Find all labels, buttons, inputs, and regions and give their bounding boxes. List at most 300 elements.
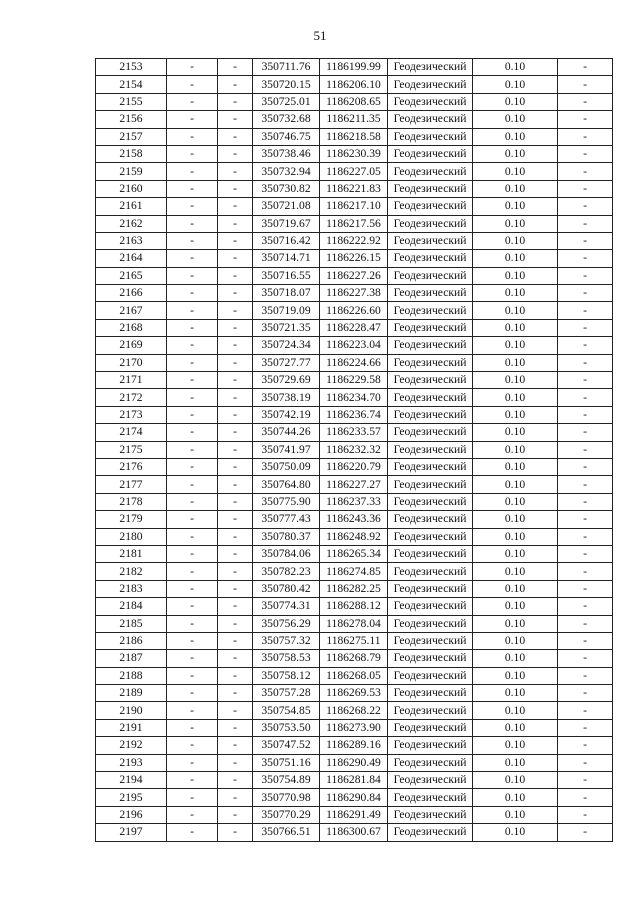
- cell-a: -: [167, 250, 218, 267]
- point-number-cell: 2187: [96, 650, 167, 667]
- x-coordinate-cell: 350716.55: [253, 267, 320, 284]
- cell-a: -: [167, 59, 218, 76]
- point-number-cell: 2169: [96, 337, 167, 354]
- x-coordinate-cell: 350730.82: [253, 180, 320, 197]
- table-row: [96, 354, 613, 371]
- note-cell: -: [558, 650, 613, 667]
- accuracy-cell: 0.10: [473, 128, 558, 145]
- point-number-cell: 2155: [96, 93, 167, 110]
- cell-a: -: [167, 580, 218, 597]
- cell-a: -: [167, 754, 218, 771]
- cell-b: -: [218, 702, 253, 719]
- table-row: [96, 111, 613, 128]
- accuracy-cell: 0.10: [473, 493, 558, 510]
- table-row: [96, 545, 613, 562]
- note-cell: -: [558, 528, 613, 545]
- note-cell: -: [558, 59, 613, 76]
- cell-a: -: [167, 285, 218, 302]
- table-row: [96, 389, 613, 406]
- note-cell: -: [558, 493, 613, 510]
- y-coordinate-cell: 1186217.56: [320, 215, 388, 232]
- table-row: [96, 563, 613, 580]
- cell-b: -: [218, 372, 253, 389]
- cell-b: -: [218, 198, 253, 215]
- x-coordinate-cell: 350753.50: [253, 719, 320, 736]
- x-coordinate-cell: 350774.31: [253, 598, 320, 615]
- point-number-cell: 2156: [96, 111, 167, 128]
- cell-a: -: [167, 302, 218, 319]
- method-cell: Геодезический: [388, 598, 473, 615]
- method-cell: Геодезический: [388, 441, 473, 458]
- point-number-cell: 2191: [96, 719, 167, 736]
- note-cell: -: [558, 580, 613, 597]
- x-coordinate-cell: 350780.37: [253, 528, 320, 545]
- table-row: [96, 667, 613, 684]
- x-coordinate-cell: 350729.69: [253, 372, 320, 389]
- method-cell: Геодезический: [388, 458, 473, 475]
- note-cell: -: [558, 406, 613, 423]
- y-coordinate-cell: 1186227.38: [320, 285, 388, 302]
- x-coordinate-cell: 350747.52: [253, 737, 320, 754]
- x-coordinate-cell: 350738.19: [253, 389, 320, 406]
- table-row: [96, 215, 613, 232]
- x-coordinate-cell: 350777.43: [253, 511, 320, 528]
- note-cell: -: [558, 563, 613, 580]
- table-row: [96, 476, 613, 493]
- cell-a: -: [167, 128, 218, 145]
- note-cell: -: [558, 772, 613, 789]
- note-cell: -: [558, 302, 613, 319]
- cell-a: -: [167, 806, 218, 823]
- cell-b: -: [218, 302, 253, 319]
- cell-a: -: [167, 737, 218, 754]
- accuracy-cell: 0.10: [473, 406, 558, 423]
- table-row: [96, 598, 613, 615]
- x-coordinate-cell: 350756.29: [253, 615, 320, 632]
- x-coordinate-cell: 350758.12: [253, 667, 320, 684]
- accuracy-cell: 0.10: [473, 93, 558, 110]
- point-number-cell: 2182: [96, 563, 167, 580]
- method-cell: Геодезический: [388, 702, 473, 719]
- cell-b: -: [218, 615, 253, 632]
- table-row: [96, 145, 613, 162]
- cell-b: -: [218, 667, 253, 684]
- point-number-cell: 2159: [96, 163, 167, 180]
- cell-b: -: [218, 93, 253, 110]
- cell-b: -: [218, 354, 253, 371]
- cell-b: -: [218, 598, 253, 615]
- x-coordinate-cell: 350754.89: [253, 772, 320, 789]
- point-number-cell: 2188: [96, 667, 167, 684]
- coordinates-table-body: [96, 59, 613, 842]
- table-row: [96, 285, 613, 302]
- method-cell: Геодезический: [388, 250, 473, 267]
- cell-a: -: [167, 337, 218, 354]
- cell-a: -: [167, 111, 218, 128]
- table-row: [96, 424, 613, 441]
- cell-b: -: [218, 737, 253, 754]
- cell-b: -: [218, 163, 253, 180]
- accuracy-cell: 0.10: [473, 354, 558, 371]
- accuracy-cell: 0.10: [473, 163, 558, 180]
- cell-a: -: [167, 267, 218, 284]
- y-coordinate-cell: 1186273.90: [320, 719, 388, 736]
- method-cell: Геодезический: [388, 754, 473, 771]
- y-coordinate-cell: 1186223.04: [320, 337, 388, 354]
- y-coordinate-cell: 1186265.34: [320, 545, 388, 562]
- accuracy-cell: 0.10: [473, 337, 558, 354]
- accuracy-cell: 0.10: [473, 737, 558, 754]
- method-cell: Геодезический: [388, 198, 473, 215]
- method-cell: Геодезический: [388, 806, 473, 823]
- method-cell: Геодезический: [388, 215, 473, 232]
- x-coordinate-cell: 350754.85: [253, 702, 320, 719]
- y-coordinate-cell: 1186206.10: [320, 76, 388, 93]
- point-number-cell: 2189: [96, 685, 167, 702]
- note-cell: -: [558, 180, 613, 197]
- point-number-cell: 2172: [96, 389, 167, 406]
- accuracy-cell: 0.10: [473, 580, 558, 597]
- y-coordinate-cell: 1186226.60: [320, 302, 388, 319]
- accuracy-cell: 0.10: [473, 650, 558, 667]
- accuracy-cell: 0.10: [473, 824, 558, 841]
- y-coordinate-cell: 1186228.47: [320, 319, 388, 336]
- method-cell: Геодезический: [388, 128, 473, 145]
- accuracy-cell: 0.10: [473, 215, 558, 232]
- x-coordinate-cell: 350716.42: [253, 232, 320, 249]
- method-cell: Геодезический: [388, 650, 473, 667]
- y-coordinate-cell: 1186291.49: [320, 806, 388, 823]
- cell-b: -: [218, 406, 253, 423]
- x-coordinate-cell: 350744.26: [253, 424, 320, 441]
- x-coordinate-cell: 350721.08: [253, 198, 320, 215]
- accuracy-cell: 0.10: [473, 789, 558, 806]
- y-coordinate-cell: 1186274.85: [320, 563, 388, 580]
- note-cell: -: [558, 719, 613, 736]
- method-cell: Геодезический: [388, 111, 473, 128]
- cell-a: -: [167, 789, 218, 806]
- note-cell: -: [558, 389, 613, 406]
- point-number-cell: 2193: [96, 754, 167, 771]
- method-cell: Геодезический: [388, 337, 473, 354]
- table-row: [96, 702, 613, 719]
- note-cell: -: [558, 198, 613, 215]
- accuracy-cell: 0.10: [473, 476, 558, 493]
- y-coordinate-cell: 1186224.66: [320, 354, 388, 371]
- method-cell: Геодезический: [388, 389, 473, 406]
- y-coordinate-cell: 1186288.12: [320, 598, 388, 615]
- accuracy-cell: 0.10: [473, 285, 558, 302]
- x-coordinate-cell: 350724.34: [253, 337, 320, 354]
- method-cell: Геодезический: [388, 545, 473, 562]
- method-cell: Геодезический: [388, 76, 473, 93]
- x-coordinate-cell: 350784.06: [253, 545, 320, 562]
- accuracy-cell: 0.10: [473, 545, 558, 562]
- x-coordinate-cell: 350738.46: [253, 145, 320, 162]
- y-coordinate-cell: 1186269.53: [320, 685, 388, 702]
- cell-a: -: [167, 632, 218, 649]
- cell-b: -: [218, 215, 253, 232]
- point-number-cell: 2174: [96, 424, 167, 441]
- y-coordinate-cell: 1186248.92: [320, 528, 388, 545]
- note-cell: -: [558, 111, 613, 128]
- note-cell: -: [558, 232, 613, 249]
- method-cell: Геодезический: [388, 493, 473, 510]
- point-number-cell: 2162: [96, 215, 167, 232]
- x-coordinate-cell: 350751.16: [253, 754, 320, 771]
- y-coordinate-cell: 1186230.39: [320, 145, 388, 162]
- x-coordinate-cell: 350732.68: [253, 111, 320, 128]
- point-number-cell: 2176: [96, 458, 167, 475]
- y-coordinate-cell: 1186199.99: [320, 59, 388, 76]
- table-row: [96, 737, 613, 754]
- cell-a: -: [167, 424, 218, 441]
- method-cell: Геодезический: [388, 302, 473, 319]
- y-coordinate-cell: 1186282.25: [320, 580, 388, 597]
- accuracy-cell: 0.10: [473, 232, 558, 249]
- table-row: [96, 337, 613, 354]
- x-coordinate-cell: 350719.09: [253, 302, 320, 319]
- x-coordinate-cell: 350741.97: [253, 441, 320, 458]
- table-row: [96, 772, 613, 789]
- method-cell: Геодезический: [388, 59, 473, 76]
- note-cell: -: [558, 615, 613, 632]
- cell-a: -: [167, 93, 218, 110]
- y-coordinate-cell: 1186243.36: [320, 511, 388, 528]
- point-number-cell: 2194: [96, 772, 167, 789]
- table-row: [96, 824, 613, 841]
- note-cell: -: [558, 824, 613, 841]
- y-coordinate-cell: 1186268.05: [320, 667, 388, 684]
- cell-a: -: [167, 563, 218, 580]
- cell-b: -: [218, 772, 253, 789]
- accuracy-cell: 0.10: [473, 441, 558, 458]
- cell-a: -: [167, 545, 218, 562]
- cell-b: -: [218, 824, 253, 841]
- table-row: [96, 632, 613, 649]
- cell-b: -: [218, 76, 253, 93]
- point-number-cell: 2196: [96, 806, 167, 823]
- method-cell: Геодезический: [388, 667, 473, 684]
- accuracy-cell: 0.10: [473, 719, 558, 736]
- note-cell: -: [558, 215, 613, 232]
- point-number-cell: 2173: [96, 406, 167, 423]
- note-cell: -: [558, 354, 613, 371]
- cell-a: -: [167, 163, 218, 180]
- table-row: [96, 406, 613, 423]
- point-number-cell: 2180: [96, 528, 167, 545]
- cell-a: -: [167, 145, 218, 162]
- table-row: [96, 511, 613, 528]
- accuracy-cell: 0.10: [473, 389, 558, 406]
- x-coordinate-cell: 350780.42: [253, 580, 320, 597]
- method-cell: Геодезический: [388, 163, 473, 180]
- cell-b: -: [218, 441, 253, 458]
- cell-a: -: [167, 493, 218, 510]
- note-cell: -: [558, 93, 613, 110]
- note-cell: -: [558, 128, 613, 145]
- table-row: [96, 93, 613, 110]
- method-cell: Геодезический: [388, 824, 473, 841]
- note-cell: -: [558, 737, 613, 754]
- point-number-cell: 2181: [96, 545, 167, 562]
- table-row: [96, 180, 613, 197]
- note-cell: -: [558, 145, 613, 162]
- method-cell: Геодезический: [388, 406, 473, 423]
- accuracy-cell: 0.10: [473, 198, 558, 215]
- note-cell: -: [558, 632, 613, 649]
- method-cell: Геодезический: [388, 267, 473, 284]
- table-row: [96, 493, 613, 510]
- method-cell: Геодезический: [388, 372, 473, 389]
- method-cell: Геодезический: [388, 354, 473, 371]
- point-number-cell: 2177: [96, 476, 167, 493]
- cell-a: -: [167, 719, 218, 736]
- point-number-cell: 2184: [96, 598, 167, 615]
- cell-a: -: [167, 685, 218, 702]
- method-cell: Геодезический: [388, 563, 473, 580]
- point-number-cell: 2165: [96, 267, 167, 284]
- y-coordinate-cell: 1186227.05: [320, 163, 388, 180]
- cell-b: -: [218, 806, 253, 823]
- accuracy-cell: 0.10: [473, 180, 558, 197]
- method-cell: Геодезический: [388, 476, 473, 493]
- table-row: [96, 789, 613, 806]
- cell-b: -: [218, 128, 253, 145]
- note-cell: -: [558, 789, 613, 806]
- x-coordinate-cell: 350750.09: [253, 458, 320, 475]
- y-coordinate-cell: 1186220.79: [320, 458, 388, 475]
- x-coordinate-cell: 350725.01: [253, 93, 320, 110]
- point-number-cell: 2167: [96, 302, 167, 319]
- cell-b: -: [218, 476, 253, 493]
- cell-a: -: [167, 441, 218, 458]
- table-row: [96, 372, 613, 389]
- x-coordinate-cell: 350758.53: [253, 650, 320, 667]
- x-coordinate-cell: 350757.28: [253, 685, 320, 702]
- x-coordinate-cell: 350766.51: [253, 824, 320, 841]
- cell-a: -: [167, 615, 218, 632]
- note-cell: -: [558, 511, 613, 528]
- table-row: [96, 319, 613, 336]
- method-cell: Геодезический: [388, 511, 473, 528]
- y-coordinate-cell: 1186211.35: [320, 111, 388, 128]
- note-cell: -: [558, 319, 613, 336]
- cell-a: -: [167, 180, 218, 197]
- cell-b: -: [218, 111, 253, 128]
- table-row: [96, 719, 613, 736]
- method-cell: Геодезический: [388, 580, 473, 597]
- method-cell: Геодезический: [388, 285, 473, 302]
- accuracy-cell: 0.10: [473, 685, 558, 702]
- cell-a: -: [167, 667, 218, 684]
- y-coordinate-cell: 1186281.84: [320, 772, 388, 789]
- accuracy-cell: 0.10: [473, 145, 558, 162]
- y-coordinate-cell: 1186278.04: [320, 615, 388, 632]
- table-row: [96, 198, 613, 215]
- y-coordinate-cell: 1186229.58: [320, 372, 388, 389]
- note-cell: -: [558, 598, 613, 615]
- y-coordinate-cell: 1186290.84: [320, 789, 388, 806]
- cell-b: -: [218, 545, 253, 562]
- table-row: [96, 580, 613, 597]
- note-cell: -: [558, 372, 613, 389]
- x-coordinate-cell: 350764.80: [253, 476, 320, 493]
- x-coordinate-cell: 350721.35: [253, 319, 320, 336]
- cell-b: -: [218, 580, 253, 597]
- point-number-cell: 2179: [96, 511, 167, 528]
- cell-b: -: [218, 563, 253, 580]
- cell-a: -: [167, 76, 218, 93]
- accuracy-cell: 0.10: [473, 563, 558, 580]
- cell-b: -: [218, 424, 253, 441]
- note-cell: -: [558, 806, 613, 823]
- method-cell: Геодезический: [388, 232, 473, 249]
- cell-b: -: [218, 180, 253, 197]
- cell-a: -: [167, 354, 218, 371]
- point-number-cell: 2170: [96, 354, 167, 371]
- note-cell: -: [558, 76, 613, 93]
- point-number-cell: 2160: [96, 180, 167, 197]
- cell-b: -: [218, 511, 253, 528]
- accuracy-cell: 0.10: [473, 598, 558, 615]
- accuracy-cell: 0.10: [473, 702, 558, 719]
- x-coordinate-cell: 350775.90: [253, 493, 320, 510]
- cell-b: -: [218, 493, 253, 510]
- method-cell: Геодезический: [388, 719, 473, 736]
- accuracy-cell: 0.10: [473, 458, 558, 475]
- cell-a: -: [167, 215, 218, 232]
- cell-a: -: [167, 598, 218, 615]
- cell-a: -: [167, 458, 218, 475]
- point-number-cell: 2197: [96, 824, 167, 841]
- method-cell: Геодезический: [388, 145, 473, 162]
- point-number-cell: 2163: [96, 232, 167, 249]
- method-cell: Геодезический: [388, 632, 473, 649]
- cell-a: -: [167, 702, 218, 719]
- accuracy-cell: 0.10: [473, 667, 558, 684]
- note-cell: -: [558, 476, 613, 493]
- point-number-cell: 2183: [96, 580, 167, 597]
- y-coordinate-cell: 1186226.15: [320, 250, 388, 267]
- table-row: [96, 615, 613, 632]
- accuracy-cell: 0.10: [473, 754, 558, 771]
- table-row: [96, 528, 613, 545]
- cell-b: -: [218, 267, 253, 284]
- cell-b: -: [218, 528, 253, 545]
- y-coordinate-cell: 1186300.67: [320, 824, 388, 841]
- accuracy-cell: 0.10: [473, 319, 558, 336]
- cell-b: -: [218, 337, 253, 354]
- method-cell: Геодезический: [388, 789, 473, 806]
- note-cell: -: [558, 545, 613, 562]
- x-coordinate-cell: 350770.98: [253, 789, 320, 806]
- coordinates-table: [95, 58, 613, 842]
- table-row: [96, 76, 613, 93]
- x-coordinate-cell: 350782.23: [253, 563, 320, 580]
- table-row: [96, 806, 613, 823]
- accuracy-cell: 0.10: [473, 615, 558, 632]
- cell-b: -: [218, 389, 253, 406]
- accuracy-cell: 0.10: [473, 511, 558, 528]
- y-coordinate-cell: 1186268.79: [320, 650, 388, 667]
- point-number-cell: 2186: [96, 632, 167, 649]
- accuracy-cell: 0.10: [473, 632, 558, 649]
- note-cell: -: [558, 685, 613, 702]
- note-cell: -: [558, 458, 613, 475]
- y-coordinate-cell: 1186268.22: [320, 702, 388, 719]
- cell-b: -: [218, 754, 253, 771]
